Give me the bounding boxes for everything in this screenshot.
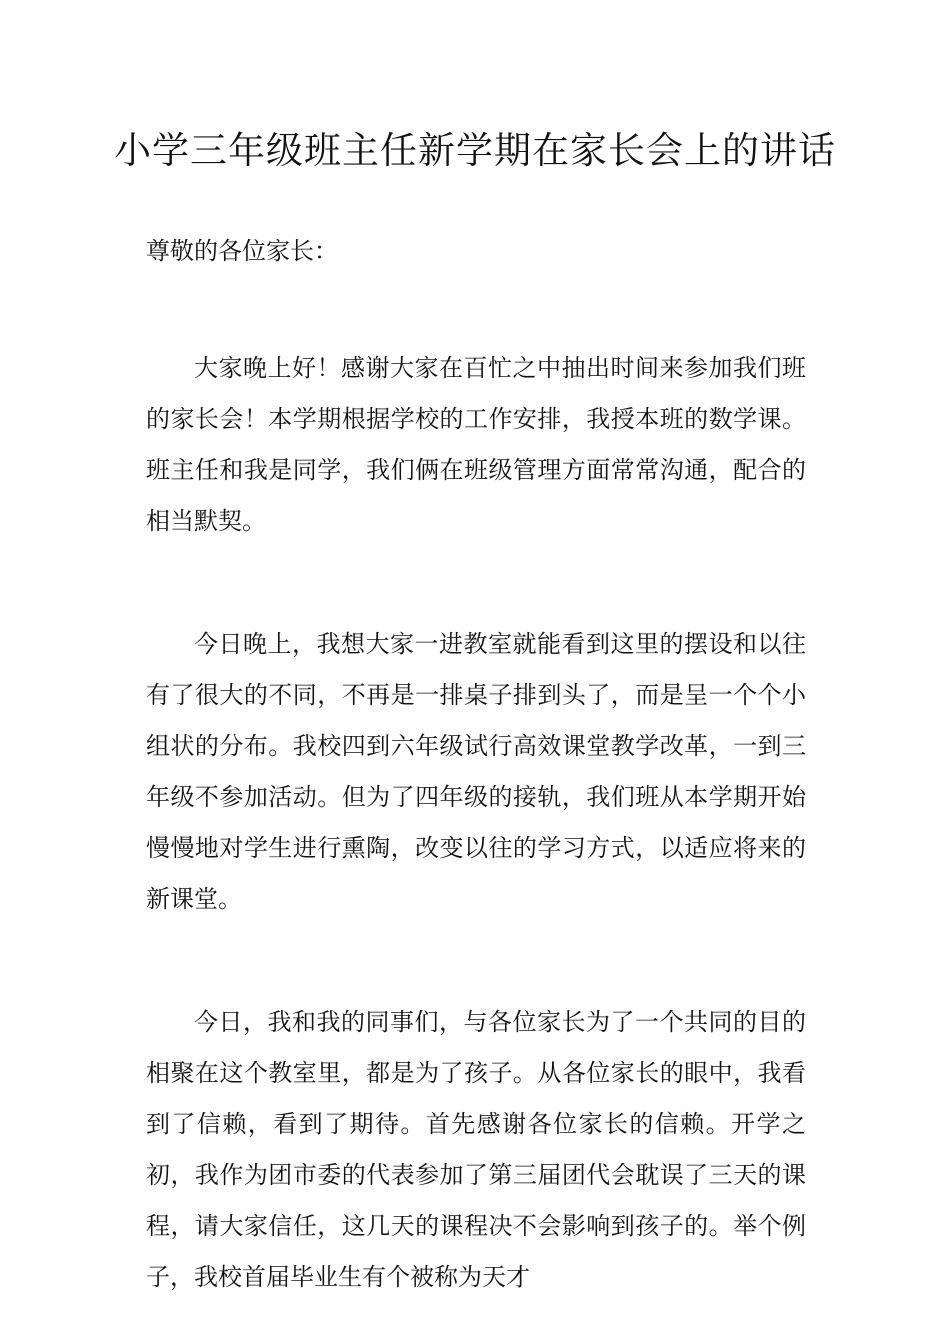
salutation: 尊敬的各位家长： [146,237,338,265]
document-title: 小学三年级班主任新学期在家长会上的讲话 [114,129,836,172]
document-body [146,226,806,1303]
paragraph-2: 今日晚上，我想大家一进教室就能看到这里的摆设和以往有了很大的不同，不再是一排桌子排到头了，而是呈一个个小组状的分布。我校四到六年级试行高效课堂教学改革，一到三年级不参加活动。但为了四年级的接轨，我们班从本学期开始慢慢地对学生进行熏陶，改变以往的学习方式，以适应将来的新课堂。 [146,630,806,913]
paragraph-1: 大家晚上好！感谢大家在百忙之中抽出时间来参加我们班的家长会！本学期根据学校的工作安排，我授本班的数学课。班主任和我是同学，我们俩在班级管理方面常常沟通，配合的相当默契。 [146,354,806,535]
paragraph-3: 今日，我和我的同事们，与各位家长为了一个共同的目的相聚在这个教室里，都是为了孩子。从各位家长的眼中，我看到了信赖，看到了期待。首先感谢各位家长的信赖。开学之初，我作为团市委的代表参加了第三届团代会耽误了三天的课程，请大家信任，这几天的课程决不会影响到孩子的。举个例子，我校首届毕业生有个被称为天才 [146,1008,806,1291]
